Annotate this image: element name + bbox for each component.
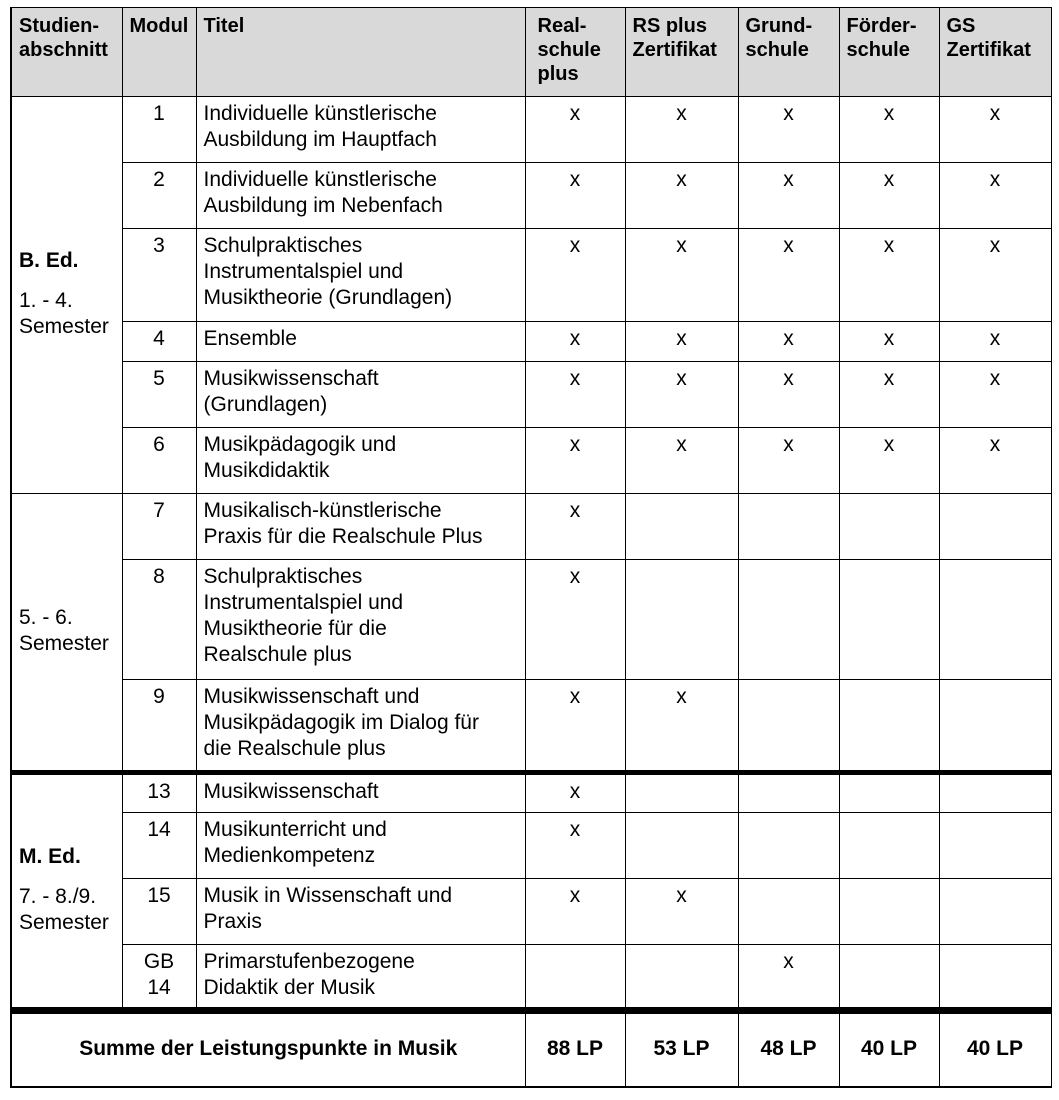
modul-number: 9	[122, 680, 196, 773]
mark-cell	[839, 945, 939, 1011]
mark-cell: x	[738, 428, 839, 494]
section-semester: 1. - 4.	[19, 289, 73, 312]
section-semester: Semester	[19, 315, 109, 338]
header-section: Studien- abschnitt	[11, 8, 122, 97]
mark-cell: x	[525, 494, 625, 560]
mark-cell: x	[625, 362, 738, 428]
mark-cell: x	[839, 322, 939, 362]
mark-cell	[738, 560, 839, 680]
table-row	[11, 560, 1051, 680]
mark-cell: x	[525, 773, 625, 813]
mark-cell: x	[939, 322, 1051, 362]
mark-cell: x	[625, 879, 738, 945]
mark-cell: x	[625, 163, 738, 229]
header-foerderschule: Förder- schule	[839, 8, 939, 97]
mark-cell: x	[738, 945, 839, 1011]
mark-cell: x	[625, 229, 738, 322]
mark-cell	[939, 945, 1051, 1011]
mark-cell	[939, 494, 1051, 560]
mark-cell: x	[839, 362, 939, 428]
table-row	[11, 494, 1051, 560]
header-titel: Titel	[196, 8, 525, 97]
mark-cell: x	[738, 322, 839, 362]
mark-cell: x	[625, 680, 738, 773]
mark-cell: x	[525, 97, 625, 163]
sum-value: 40 LP	[939, 1011, 1051, 1088]
mark-cell	[939, 773, 1051, 813]
modul-number: 1	[122, 97, 196, 163]
mark-cell: x	[525, 229, 625, 322]
mark-cell: x	[525, 322, 625, 362]
mark-cell: x	[939, 428, 1051, 494]
mark-cell	[839, 560, 939, 680]
mark-cell	[939, 879, 1051, 945]
mark-cell: x	[839, 163, 939, 229]
mark-cell: x	[625, 428, 738, 494]
header-modul: Modul	[122, 8, 196, 97]
header-row	[11, 8, 1051, 97]
sum-value: 48 LP	[738, 1011, 839, 1088]
mark-cell	[525, 945, 625, 1011]
modul-title: Primarstufenbezogene Didaktik der Musik	[196, 945, 525, 1011]
mark-cell	[738, 680, 839, 773]
mark-cell: x	[939, 362, 1051, 428]
mark-cell: x	[525, 879, 625, 945]
modul-number: 14	[122, 813, 196, 879]
modul-title: Musikwissenschaft und Musikpädagogik im Dialog für die Realschule plus	[196, 680, 525, 773]
header-rs-plus-zertifikat: RS plus Zertifikat	[625, 8, 738, 97]
sum-value: 53 LP	[625, 1011, 738, 1088]
table-row	[11, 773, 1051, 813]
mark-cell	[939, 560, 1051, 680]
mark-cell: x	[839, 428, 939, 494]
section-semester: Semester	[19, 632, 109, 655]
mark-cell: x	[939, 229, 1051, 322]
section-semester: 7. - 8./9.	[19, 885, 97, 908]
table-row	[11, 428, 1051, 494]
modul-title: Musikalisch-künstlerische Praxis für die Realschule Plus	[196, 494, 525, 560]
sum-row	[11, 1011, 1051, 1088]
sum-value: 40 LP	[839, 1011, 939, 1088]
mark-cell	[625, 773, 738, 813]
table-row	[11, 322, 1051, 362]
section-semester: 5. - 6.	[19, 606, 73, 629]
modul-title: Musik in Wissenschaft und Praxis	[196, 879, 525, 945]
modul-number: GB 14	[122, 945, 196, 1011]
modul-title: Schulpraktisches Instrumentalspiel und Musiktheorie (Grundlagen)	[196, 229, 525, 322]
mark-cell	[625, 945, 738, 1011]
mark-cell	[625, 560, 738, 680]
modul-number: 13	[122, 773, 196, 813]
modul-title: Individuelle künstlerische Ausbildung im Hauptfach	[196, 97, 525, 163]
table-row	[11, 945, 1051, 1011]
mark-cell: x	[525, 560, 625, 680]
modul-number: 7	[122, 494, 196, 560]
module-table	[10, 7, 1052, 1088]
mark-cell	[738, 813, 839, 879]
modul-number: 4	[122, 322, 196, 362]
mark-cell	[738, 773, 839, 813]
modul-number: 2	[122, 163, 196, 229]
section-degree: B. Ed.	[19, 249, 79, 272]
modul-title: Schulpraktisches Instrumentalspiel und Musiktheorie für die Realschule plus	[196, 560, 525, 680]
mark-cell	[738, 879, 839, 945]
mark-cell	[625, 494, 738, 560]
modul-number: 3	[122, 229, 196, 322]
modul-number: 6	[122, 428, 196, 494]
header-gs-zertifikat: GS Zertifikat	[939, 8, 1051, 97]
mark-cell	[939, 680, 1051, 773]
mark-cell: x	[839, 97, 939, 163]
section-degree: M. Ed.	[19, 845, 81, 868]
mark-cell: x	[525, 428, 625, 494]
mark-cell: x	[939, 97, 1051, 163]
sum-value: 88 LP	[525, 1011, 625, 1088]
mark-cell	[839, 813, 939, 879]
section-cell	[11, 773, 122, 1011]
header-grundschule: Grund- schule	[738, 8, 839, 97]
modul-title: Musikpädagogik und Musikdidaktik	[196, 428, 525, 494]
section-semester: Semester	[19, 911, 109, 934]
table-row	[11, 813, 1051, 879]
mark-cell: x	[525, 680, 625, 773]
mark-cell	[939, 813, 1051, 879]
modul-title: Musikwissenschaft (Grundlagen)	[196, 362, 525, 428]
mark-cell	[839, 773, 939, 813]
mark-cell: x	[738, 97, 839, 163]
table-row	[11, 680, 1051, 773]
mark-cell	[625, 813, 738, 879]
mark-cell: x	[525, 163, 625, 229]
modul-title: Individuelle künstlerische Ausbildung im Nebenfach	[196, 163, 525, 229]
table-row	[11, 97, 1051, 163]
mark-cell	[738, 494, 839, 560]
section-cell	[11, 97, 122, 494]
mark-cell: x	[525, 362, 625, 428]
table-row	[11, 229, 1051, 322]
mark-cell: x	[525, 813, 625, 879]
mark-cell	[839, 680, 939, 773]
mark-cell: x	[738, 229, 839, 322]
sum-label: Summe der Leistungspunkte in Musik	[11, 1011, 525, 1088]
table-row	[11, 362, 1051, 428]
modul-title: Musikwissenschaft	[196, 773, 525, 813]
mark-cell	[839, 494, 939, 560]
modul-number: 15	[122, 879, 196, 945]
mark-cell: x	[625, 97, 738, 163]
mark-cell: x	[939, 163, 1051, 229]
mark-cell: x	[839, 229, 939, 322]
table-body	[11, 97, 1051, 1088]
modul-number: 8	[122, 560, 196, 680]
modul-title: Ensemble	[196, 322, 525, 362]
mark-cell: x	[625, 322, 738, 362]
modul-title: Musikunterricht und Medienkompetenz	[196, 813, 525, 879]
mark-cell: x	[738, 362, 839, 428]
table-row	[11, 163, 1051, 229]
mark-cell: x	[738, 163, 839, 229]
header-realschule-plus: Real- schule plus	[525, 8, 625, 97]
section-cell	[11, 494, 122, 773]
table-row	[11, 879, 1051, 945]
modul-number: 5	[122, 362, 196, 428]
mark-cell	[839, 879, 939, 945]
